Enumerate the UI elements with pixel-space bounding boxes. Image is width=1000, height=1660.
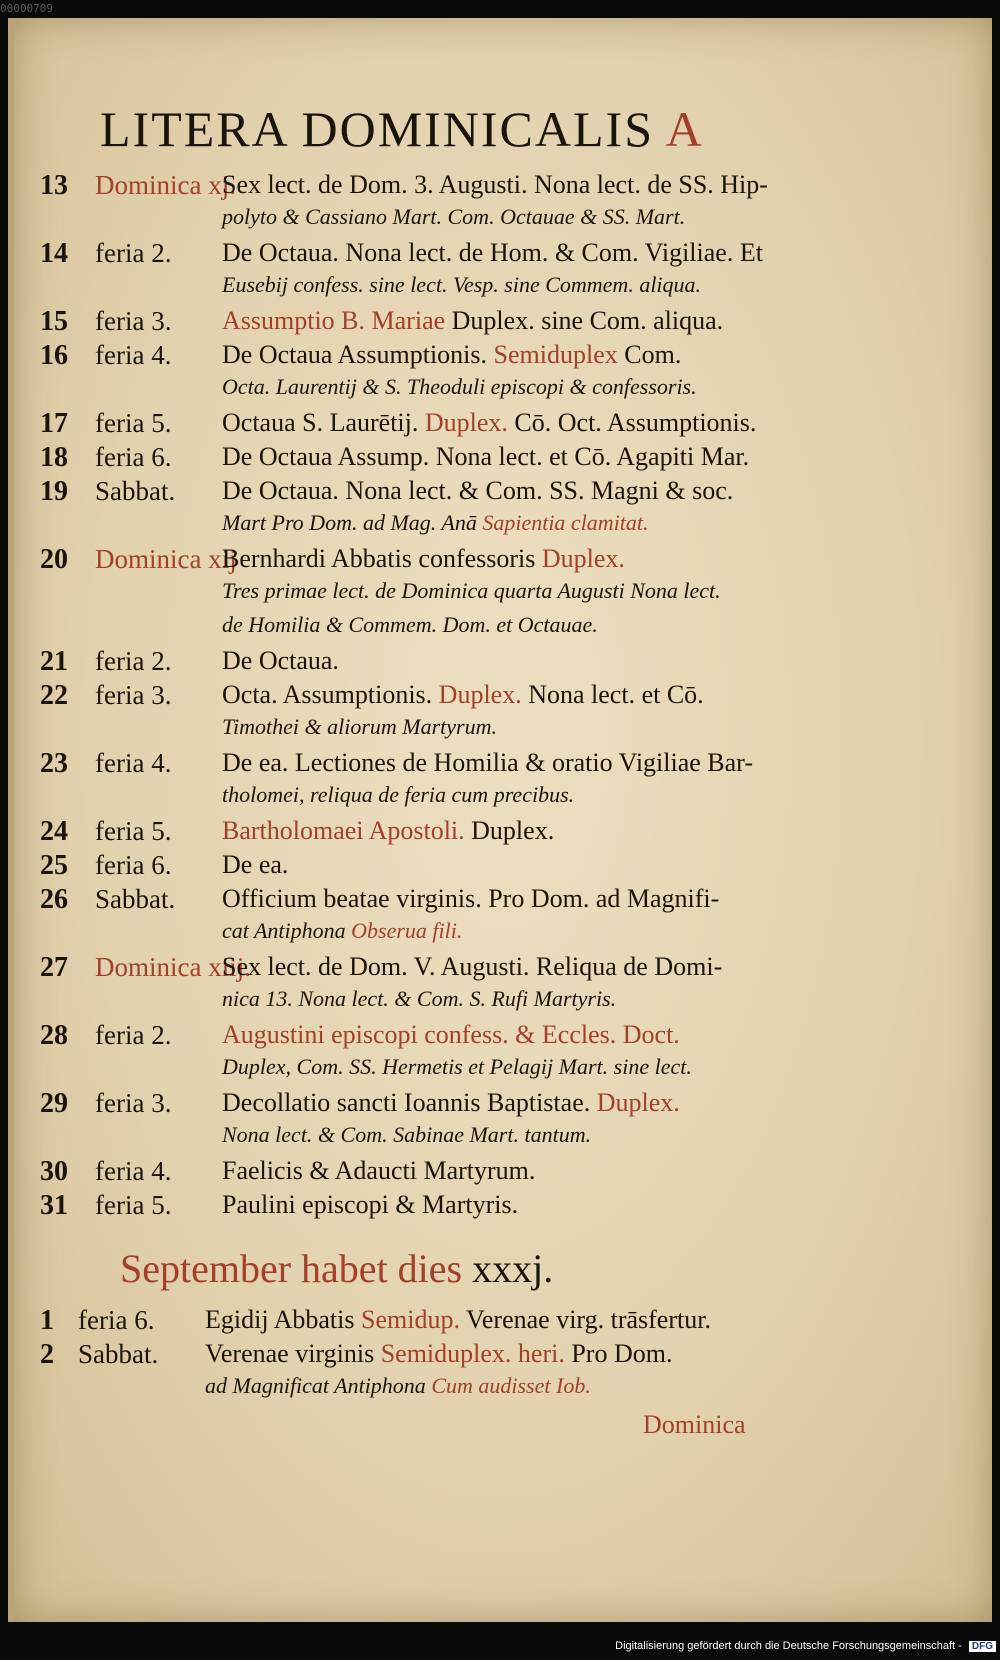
entry-body: de Homilia & Commem. Dom. et Octauae.: [222, 612, 598, 637]
entry-body: Faelicis & Adaucti Martyrum.: [222, 1156, 536, 1185]
entry-text: [205, 1305, 775, 1335]
september-title: September habet dies: [120, 1246, 463, 1291]
entry-text: [222, 646, 792, 676]
entry-day: feria 3.: [95, 1088, 172, 1118]
entry-day: feria 3.: [95, 680, 172, 710]
entry-text: [222, 170, 792, 200]
entry-text: [222, 884, 792, 914]
entry-body: polyto & Cassiano Mart. Com. Octauae & SS. Mart.: [222, 204, 686, 229]
entry-rubric: Semidup.: [361, 1305, 466, 1334]
entry-continuation: [0, 986, 1000, 1020]
entry-rubric: Duplex.: [541, 544, 625, 573]
entry-text: [222, 238, 792, 268]
entry-day: feria 4.: [95, 1156, 172, 1186]
calendar-entry: [0, 1156, 1000, 1190]
calendar-entry: [0, 442, 1000, 476]
entry-day: feria 5.: [95, 1190, 172, 1220]
entry-date: 21: [40, 646, 68, 677]
entry-date: 14: [40, 238, 68, 269]
entry-date: 20: [40, 544, 68, 575]
entry-day: feria 6.: [95, 850, 172, 880]
entry-continuation: [0, 612, 1000, 646]
september-heading: [120, 1245, 760, 1292]
entry-body: nica 13. Nona lect. & Com. S. Rufi Martyris.: [222, 986, 617, 1011]
entry-body: De ea.: [222, 850, 289, 879]
entry-body: Eusebij confess. sine lect. Vesp. sine Commem. aliqua.: [222, 272, 702, 297]
entry-day: [95, 170, 236, 201]
entry-body: Sex lect. de Dom. 3. Augusti. Nona lect. de SS. Hip-: [222, 170, 768, 199]
entry-text: [222, 1020, 792, 1050]
entry-body: Duplex. sine Com. aliqua.: [451, 306, 724, 335]
entry-text: [222, 1190, 792, 1220]
entry-body: Mart Pro Dom. ad Mag. Anā: [222, 510, 483, 535]
calendar-entry: [0, 680, 1000, 714]
entry-date: 18: [40, 442, 68, 473]
entry-continuation: [0, 374, 1000, 408]
entry-body: De ea. Lectiones de Homilia & oratio Vigiliae Bar-: [222, 748, 753, 777]
entry-body: Nona lect. & Com. Sabinae Mart. tantum.: [222, 1122, 592, 1147]
entry-body: Tres primae lect. de Dominica quarta Augusti Nona lect.: [222, 578, 721, 603]
entry-continuation: [0, 1054, 1000, 1088]
entry-text: [222, 714, 792, 740]
entry-rubric: Assumptio B. Mariae: [222, 306, 452, 335]
entry-sunday: Dominica xiij.: [95, 952, 251, 982]
calendar-entry: [0, 1088, 1000, 1122]
entry-text: [222, 510, 792, 536]
entry-text: [222, 476, 792, 506]
entry-text: [222, 1088, 792, 1118]
entry-text: [222, 782, 792, 808]
entry-body: Sex lect. de Dom. V. Augusti. Reliqua de Domi-: [222, 952, 723, 981]
entry-rubric: Duplex.: [424, 408, 515, 437]
entry-rubric: Augustini episcopi confess. & Eccles. Doct.: [222, 1020, 680, 1049]
calendar-entry: [0, 952, 1000, 986]
entry-day: feria 2.: [95, 646, 172, 676]
entry-body: Paulini episcopi & Martyris.: [222, 1190, 519, 1219]
entry-continuation: [0, 1122, 1000, 1156]
page-code: 00000709: [0, 2, 53, 15]
calendar-entry: [0, 476, 1000, 510]
entry-text: [222, 816, 792, 846]
entry-date: 15: [40, 306, 68, 337]
entry-text: [222, 918, 792, 944]
calendar-entry: [0, 306, 1000, 340]
calendar-entry: [0, 1190, 1000, 1224]
entry-day: feria 5.: [95, 408, 172, 438]
calendar-entries: [0, 170, 1000, 1224]
entry-text: [222, 306, 792, 336]
entry-text: [222, 680, 792, 710]
entry-rubric: Duplex.: [596, 1088, 680, 1117]
september-days: xxxj.: [472, 1246, 554, 1291]
calendar-entry: [0, 850, 1000, 884]
entry-body: Octa. Laurentij & S. Theoduli episcopi & confessoris.: [222, 374, 697, 399]
entry-day: feria 5.: [95, 816, 172, 846]
entry-continuation: [0, 510, 1000, 544]
entry-rubric: Duplex.: [438, 680, 529, 709]
entry-text: [222, 442, 792, 472]
entry-text: [222, 204, 792, 230]
entry-body: Verenae virginis: [205, 1339, 381, 1368]
entry-date: 30: [40, 1156, 68, 1187]
entry-body: Bernhardi Abbatis confessoris: [222, 544, 542, 573]
catchword: Dominica: [643, 1410, 746, 1439]
calendar-entry: [0, 544, 1000, 578]
heading-letter: A: [665, 101, 704, 157]
entry-continuation: [0, 918, 1000, 952]
entry-text: [222, 1054, 792, 1080]
entry-rubric: Semiduplex: [493, 340, 625, 369]
calendar-entry: [0, 884, 1000, 918]
entry-body: tholomei, reliqua de feria cum precibus.: [222, 782, 575, 807]
entry-date: 25: [40, 850, 68, 881]
entry-day: Sabbat.: [95, 476, 176, 506]
page-heading: [100, 100, 800, 158]
entry-body-cont: Cō. Oct. Assumptionis.: [514, 408, 757, 437]
entry-rubric: Semiduplex. heri.: [380, 1339, 572, 1368]
entry-day: feria 2.: [95, 238, 172, 268]
entry-body: De Octaua Assumptionis.: [222, 340, 494, 369]
entry-date: 23: [40, 748, 68, 779]
dfg-logo: DFG: [969, 1641, 996, 1652]
calendar-entry: [0, 1339, 1000, 1373]
entry-text: [205, 1339, 775, 1369]
calendar-entry: [0, 748, 1000, 782]
entry-text: [222, 272, 792, 298]
entry-text: [222, 578, 792, 604]
entry-day: [95, 544, 237, 575]
entry-body: Timothei & aliorum Martyrum.: [222, 714, 498, 739]
entry-day: feria 6.: [78, 1305, 155, 1335]
entry-body: De Octaua. Nona lect. & Com. SS. Magni & soc.: [222, 476, 734, 505]
entry-body: De Octaua.: [222, 646, 339, 675]
entry-date: 2: [40, 1339, 54, 1370]
calendar-entry: [0, 1020, 1000, 1054]
calendar-entry: [0, 170, 1000, 204]
digitization-banner: [615, 1640, 1000, 1656]
entry-body: Decollatio sancti Ioannis Baptistae.: [222, 1088, 597, 1117]
entry-body-cont: Com.: [624, 340, 682, 369]
entry-text: [222, 612, 792, 638]
entry-text: [222, 340, 792, 370]
calendar-entry: [0, 238, 1000, 272]
entry-date: 16: [40, 340, 68, 371]
entry-text: [205, 1373, 775, 1399]
entry-body: Duplex.: [471, 816, 555, 845]
entry-body: ad Magnificat Antiphona: [205, 1373, 432, 1398]
entry-body: Duplex, Com. SS. Hermetis et Pelagij Mart. sine lect.: [222, 1054, 692, 1079]
entry-body: Officium beatae virginis. Pro Dom. ad Magnifi-: [222, 884, 720, 913]
entry-date: 19: [40, 476, 68, 507]
entry-text: [222, 952, 792, 982]
entry-text: [222, 408, 792, 438]
entry-day: Sabbat.: [78, 1339, 159, 1369]
entry-body-cont: Verenae virg. trāsfertur.: [465, 1305, 711, 1334]
calendar-entry: [0, 340, 1000, 374]
entry-date: 27: [40, 952, 68, 983]
entry-date: 26: [40, 884, 68, 915]
entry-text: [222, 850, 792, 880]
entry-sunday: Dominica xj.: [95, 170, 236, 200]
entry-text: [222, 1156, 792, 1186]
calendar-entry: [0, 646, 1000, 680]
entry-text: [222, 1122, 792, 1148]
entry-body: cat Antiphona: [222, 918, 352, 943]
entry-continuation: [0, 1373, 1000, 1407]
calendar-entry: [0, 1305, 1000, 1339]
entry-continuation: [0, 578, 1000, 612]
entry-day: feria 4.: [95, 748, 172, 778]
entry-rubric: Bartholomaei Apostoli.: [222, 816, 472, 845]
entry-day: feria 2.: [95, 1020, 172, 1050]
entry-body: Octaua S. Laurētij.: [222, 408, 425, 437]
entry-body: De Octaua. Nona lect. de Hom. & Com. Vigiliae. Et: [222, 238, 763, 267]
entry-day: feria 3.: [95, 306, 172, 336]
september-entries: [0, 1305, 1000, 1407]
entry-text: [222, 544, 792, 574]
entry-date: 31: [40, 1190, 68, 1221]
heading-main: LITERA DOMINICALIS: [100, 101, 655, 157]
calendar-entry: [0, 816, 1000, 850]
calendar-entry: [0, 408, 1000, 442]
entry-day: feria 4.: [95, 340, 172, 370]
entry-body: Octa. Assumptionis.: [222, 680, 439, 709]
entry-continuation: [0, 714, 1000, 748]
entry-rubric: Obserua fili.: [351, 918, 463, 943]
entry-text: [222, 374, 792, 400]
entry-text: [222, 748, 792, 778]
entry-day: Sabbat.: [95, 884, 176, 914]
entry-date: 29: [40, 1088, 68, 1119]
entry-date: 1: [40, 1305, 54, 1336]
entry-date: 13: [40, 170, 68, 201]
entry-continuation: [0, 204, 1000, 238]
entry-day: feria 6.: [95, 442, 172, 472]
banner-text: Digitalisierung gefördert durch die Deutsche Forschungsgemeinschaft -: [615, 1640, 962, 1652]
entry-rubric: Sapientia clamitat.: [482, 510, 649, 535]
entry-date: 24: [40, 816, 68, 847]
entry-date: 17: [40, 408, 68, 439]
entry-rubric: Cum audisset Iob.: [431, 1373, 591, 1398]
entry-sunday: Dominica xij: [95, 544, 237, 574]
entry-body-cont: Pro Dom.: [571, 1339, 673, 1368]
entry-body-cont: Nona lect. et Cō.: [528, 680, 704, 709]
entry-body: De Octaua Assump. Nona lect. et Cō. Agapiti Mar.: [222, 442, 750, 471]
entry-text: [222, 986, 792, 1012]
entry-body: Egidij Abbatis: [205, 1305, 361, 1334]
entry-continuation: [0, 272, 1000, 306]
entry-continuation: [0, 782, 1000, 816]
entry-date: 22: [40, 680, 68, 711]
entry-date: 28: [40, 1020, 68, 1051]
